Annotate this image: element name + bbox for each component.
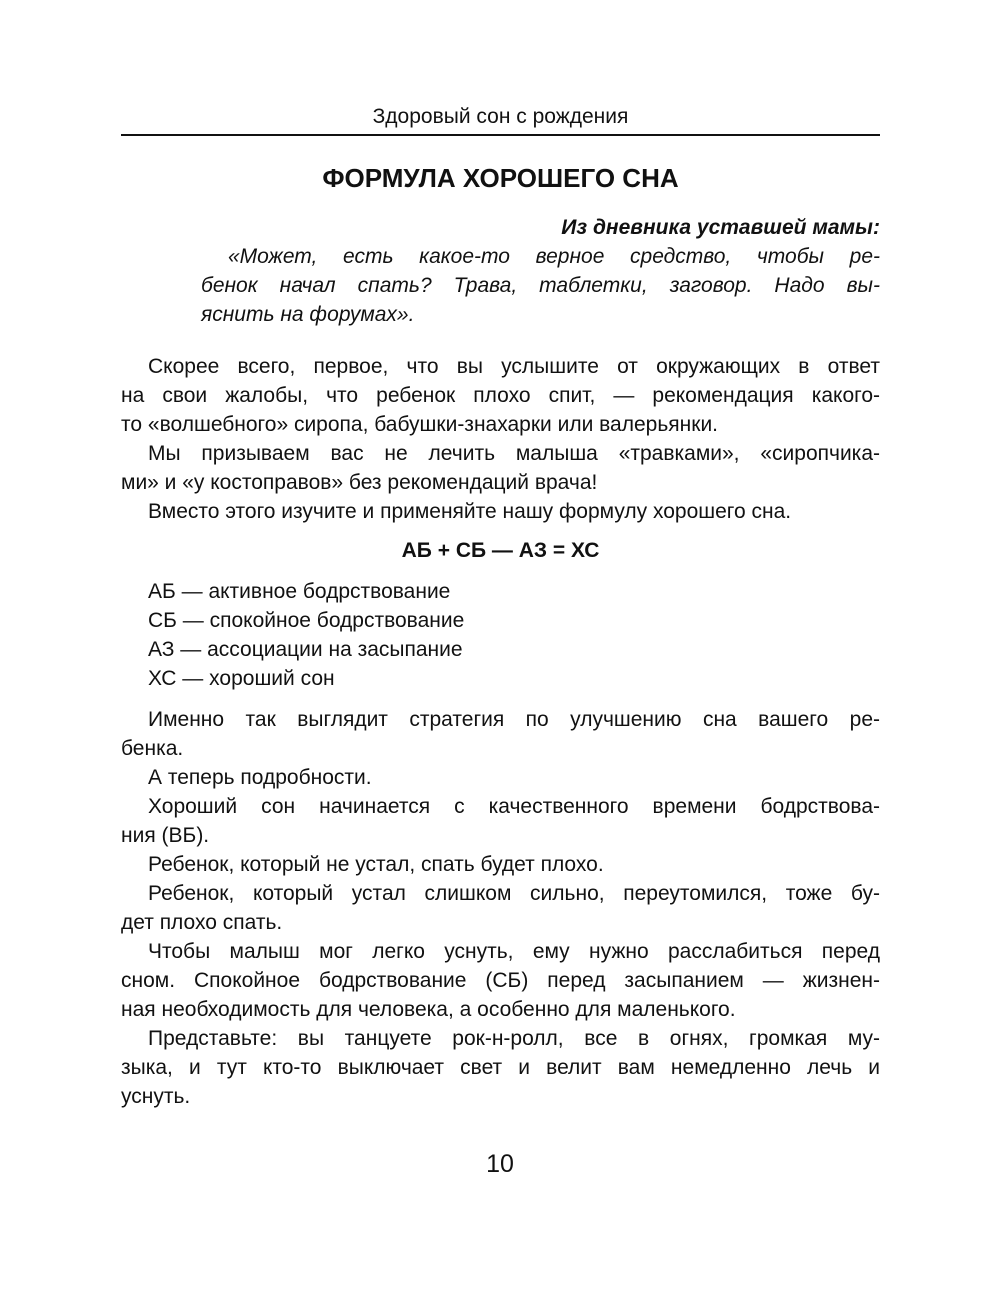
paragraph-line: зыка, и тут кто-то выключает свет и велит вам немедленно лечь и <box>121 1056 880 1079</box>
paragraph-line: дет плохо спать. <box>121 911 283 934</box>
paragraph <box>121 850 880 879</box>
paragraph <box>121 792 880 850</box>
paragraph-line: Ребенок, который не устал, спать будет плохо. <box>148 853 604 876</box>
list-item: ХС — хороший сон <box>148 667 335 690</box>
list-item: АЗ — ассоциации на засыпание <box>148 638 463 661</box>
paragraph <box>121 1024 880 1111</box>
paragraph-line: А теперь подробности. <box>148 766 372 789</box>
paragraph-line: Представьте: вы танцуете рок-н-ролл, все в огнях, громкая му- <box>148 1027 880 1050</box>
paragraph-line: ния (ВБ). <box>121 824 210 847</box>
paragraph <box>121 879 880 937</box>
paragraph-line: уснуть. <box>121 1085 191 1108</box>
list-item: СБ — спокойное бодрствование <box>148 609 465 632</box>
running-head: Здоровый сон с рождения <box>372 105 629 128</box>
header-rule <box>121 134 880 136</box>
paragraph <box>121 439 880 497</box>
paragraph-line: Чтобы малыш мог легко уснуть, ему нужно расслабиться перед <box>148 940 880 963</box>
body-text <box>121 352 880 1111</box>
list-item: АБ — активное бодрствование <box>148 580 451 603</box>
paragraph-line: на свои жалобы, что ребенок плохо спит, — рекомендация какого- <box>121 384 880 407</box>
paragraph-line: ная необходимость для человека, а особенно для маленького. <box>121 998 736 1021</box>
chapter-title: ФОРМУЛА ХОРОШЕГО СНА <box>322 163 679 193</box>
paragraph <box>121 763 880 792</box>
paragraph-line: Хороший сон начинается с качественного времени бодрствова- <box>148 795 880 818</box>
paragraph <box>121 352 880 439</box>
paragraph-line: сном. Спокойное бодрствование (СБ) перед засыпанием — жизнен- <box>121 969 880 992</box>
paragraph <box>121 937 880 1024</box>
paragraph-line: Скорее всего, первое, что вы услышите от окружающих в ответ <box>148 355 880 378</box>
paragraph <box>121 705 880 763</box>
paragraph-line: ми» и «у костоправов» без рекомендаций врача! <box>121 471 598 494</box>
abbreviation-list <box>121 577 880 693</box>
paragraph-line: Мы призываем вас не лечить малыша «травками», «сиропчика- <box>148 442 880 465</box>
page-number: 10 <box>486 1150 514 1178</box>
epigraph-line: «Может, есть какое-то верное средство, чтобы ре- <box>228 245 880 268</box>
epigraph <box>201 213 880 329</box>
paragraph <box>121 497 880 526</box>
paragraph-line: Именно так выглядит стратегия по улучшению сна вашего ре- <box>148 708 880 731</box>
epigraph-line: бенок начал спать? Трава, таблетки, заговор. Надо вы- <box>201 274 880 297</box>
paragraph-line: Вместо этого изучите и применяйте нашу формулу хорошего сна. <box>148 500 792 523</box>
epigraph-source: Из дневника уставшей мамы: <box>561 216 880 239</box>
epigraph-line: яснить на форумах». <box>201 303 415 326</box>
sleep-formula: АБ + СБ — АЗ = ХС <box>401 539 600 562</box>
paragraph-line: Ребенок, который устал слишком сильно, переутомился, тоже бу- <box>148 882 880 905</box>
paragraph-line: бенка. <box>121 737 184 760</box>
paragraph-line: то «волшебного» сиропа, бабушки-знахарки или валерьянки. <box>121 413 719 436</box>
